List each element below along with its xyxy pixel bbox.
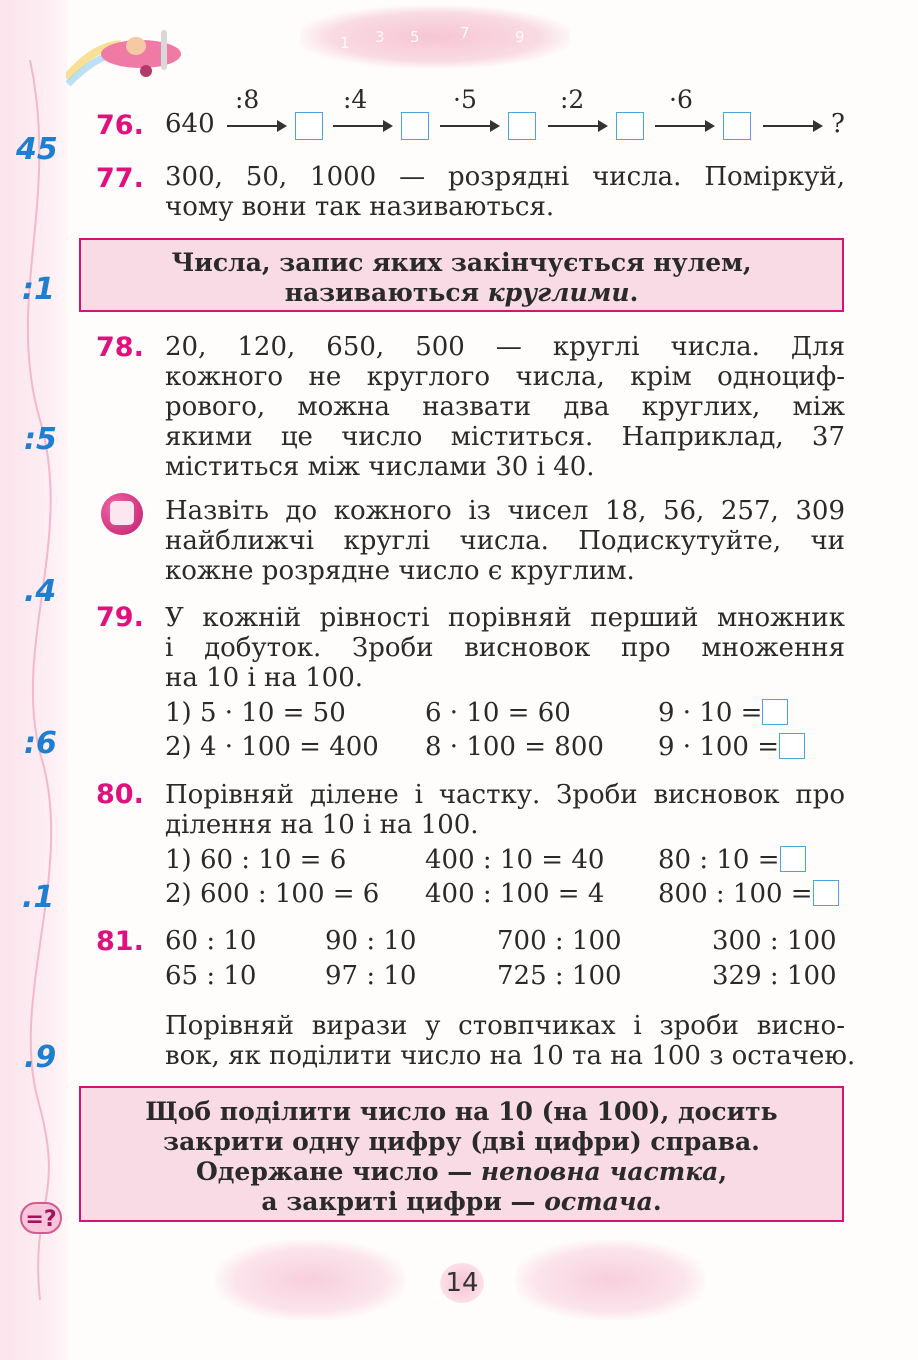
expression: 329 : 100 <box>712 961 837 991</box>
answer-box[interactable] <box>401 112 429 140</box>
text-line: кожне розрядне число є круглим. <box>165 556 635 586</box>
header-cloud <box>300 6 570 68</box>
equation: 2) 600 : 100 = 6 <box>165 879 380 909</box>
rule-term: остача <box>544 1187 653 1216</box>
expression: 60 : 10 <box>165 926 257 956</box>
puzzle-icon <box>101 493 143 535</box>
chain-result: ? <box>831 109 845 139</box>
cloud-digit: 1 <box>340 34 350 52</box>
equation <box>658 845 806 875</box>
text-line: кожного не круглого числа, крім одноциф- <box>165 362 845 392</box>
operation-chain <box>165 85 855 145</box>
equation: 8 · 100 = 800 <box>425 732 604 762</box>
exercise-text <box>165 780 845 840</box>
answer-box[interactable] <box>616 112 644 140</box>
rule-line <box>81 1157 842 1187</box>
text-line: Порівняй вирази у стовпчиках і зроби висно- <box>165 1011 845 1041</box>
rule-text: . <box>652 1187 662 1216</box>
cloud-digit: 5 <box>410 28 420 46</box>
sidebar-mark: .4 <box>24 574 57 609</box>
answer-box[interactable] <box>508 112 536 140</box>
sidebar-mark: :6 <box>24 726 57 761</box>
answer-box[interactable] <box>780 846 806 872</box>
sidebar-mark: .1 <box>22 880 55 915</box>
cloud-digit: 3 <box>375 28 385 46</box>
chain-operation: ·6 <box>669 85 693 114</box>
text-line: Порівняй ділене і частку. Зроби висновок про <box>165 780 845 810</box>
text-line: вок, як поділити число на 10 та на 100 з остачею. <box>165 1041 856 1071</box>
equation: 6 · 10 = 60 <box>425 698 571 728</box>
exercise-number: 78. <box>96 332 144 363</box>
exercise-text <box>165 162 845 222</box>
text-line: на 10 і на 100. <box>165 663 364 693</box>
chain-operation: :4 <box>343 85 368 114</box>
rule-line <box>81 278 842 308</box>
exercise-text <box>165 603 845 693</box>
cloud-digit: 7 <box>460 24 470 42</box>
text-line: якими це число міститься. Наприклад, 37 <box>165 422 845 452</box>
sidebar-wave <box>0 0 68 1360</box>
chain-operation: :2 <box>560 85 585 114</box>
expression: 300 : 100 <box>712 926 837 956</box>
rule-text: а закриті цифри — <box>261 1187 545 1216</box>
answer-box[interactable] <box>813 880 839 906</box>
text-line: рового, можна назвати два круглих, між <box>165 392 845 422</box>
sidebar-mark: .9 <box>24 1040 57 1075</box>
sidebar-mark: :5 <box>24 422 57 457</box>
expression: 65 : 10 <box>165 961 257 991</box>
arrow-icon <box>655 125 713 127</box>
answer-box[interactable] <box>295 112 323 140</box>
rule-term: неповна частка <box>480 1157 719 1186</box>
equation: 2) 4 · 100 = 400 <box>165 732 379 762</box>
exercise-number: 80. <box>96 779 144 810</box>
group-task-text <box>165 496 845 586</box>
exercise-number: 79. <box>96 602 144 633</box>
equation <box>658 698 788 728</box>
arrow-icon <box>227 125 285 127</box>
equation: 1) 5 · 10 = 50 <box>165 698 346 728</box>
rule-line: Щоб поділити число на 10 (на 100), досить <box>145 1097 778 1126</box>
rule-text: , <box>718 1157 728 1186</box>
cloud-digit: 9 <box>515 28 525 46</box>
equation <box>658 732 805 762</box>
rule-text: Одержане число — <box>195 1157 481 1186</box>
rule-box <box>79 238 844 312</box>
chain-operation: :8 <box>235 85 260 114</box>
rule-text: . <box>629 278 639 307</box>
equation <box>658 879 839 909</box>
help-icon: =? <box>20 1202 62 1234</box>
text-line: ділення на 10 і на 100. <box>165 810 479 840</box>
answer-box[interactable] <box>779 733 805 759</box>
equation-text: 800 : 100 = <box>658 879 813 909</box>
text-line: Назвіть до кожного із чисел 18, 56, 257, 309 <box>165 496 845 526</box>
rule-text: називаються <box>284 278 488 307</box>
sidebar-mark: :1 <box>22 272 55 307</box>
rule-line <box>81 1187 842 1217</box>
rule-line: закрити одну цифру (дві цифри) справа. <box>163 1127 760 1156</box>
expression: 97 : 10 <box>325 961 417 991</box>
equation-text: 80 : 10 = <box>658 845 780 875</box>
rule-term: круглими <box>487 278 630 307</box>
arrow-icon <box>548 125 606 127</box>
text-line: чому вони так називаються. <box>165 192 555 222</box>
rule-box <box>79 1086 844 1222</box>
arrow-icon <box>440 125 498 127</box>
text-line: У кожній рівності порівняй перший множник <box>165 603 845 633</box>
equation-text: 9 · 10 = <box>658 698 763 728</box>
chain-start-value: 640 <box>165 109 215 139</box>
page-number: 14 <box>440 1263 484 1303</box>
equation: 400 : 100 = 4 <box>425 879 605 909</box>
footer-cloud <box>215 1240 405 1320</box>
text-line: міститься між числами 30 і 40. <box>165 452 595 482</box>
text-line: і добуток. Зроби висновок про множення <box>165 633 845 663</box>
exercise-text <box>165 332 845 482</box>
answer-box[interactable] <box>723 112 751 140</box>
exercise-number: 81. <box>96 926 144 957</box>
equation: 1) 60 : 10 = 6 <box>165 845 347 875</box>
airplane-icon <box>66 16 186 86</box>
sidebar-mark: 45 <box>16 132 58 167</box>
text-line: найближчі круглі числа. Подискутуйте, чи <box>165 526 845 556</box>
chain-operation: ·5 <box>453 85 477 114</box>
expression: 725 : 100 <box>497 961 622 991</box>
exercise-number: 77. <box>96 163 144 194</box>
exercise-text <box>165 1011 856 1071</box>
text-line: 20, 120, 650, 500 — круглі числа. Для <box>165 332 845 362</box>
footer-cloud <box>515 1240 705 1320</box>
expression: 90 : 10 <box>325 926 417 956</box>
equation: 400 : 10 = 40 <box>425 845 605 875</box>
text-line: 300, 50, 1000 — розрядні числа. Поміркуй, <box>165 162 845 192</box>
expression: 700 : 100 <box>497 926 622 956</box>
equation-text: 9 · 100 = <box>658 732 780 762</box>
arrow-icon <box>763 125 821 127</box>
exercise-number: 76. <box>96 110 144 141</box>
left-margin-decoration <box>0 0 68 1360</box>
rule-line: Числа, запис яких закінчується нулем, <box>171 248 752 277</box>
answer-box[interactable] <box>762 699 788 725</box>
arrow-icon <box>333 125 391 127</box>
